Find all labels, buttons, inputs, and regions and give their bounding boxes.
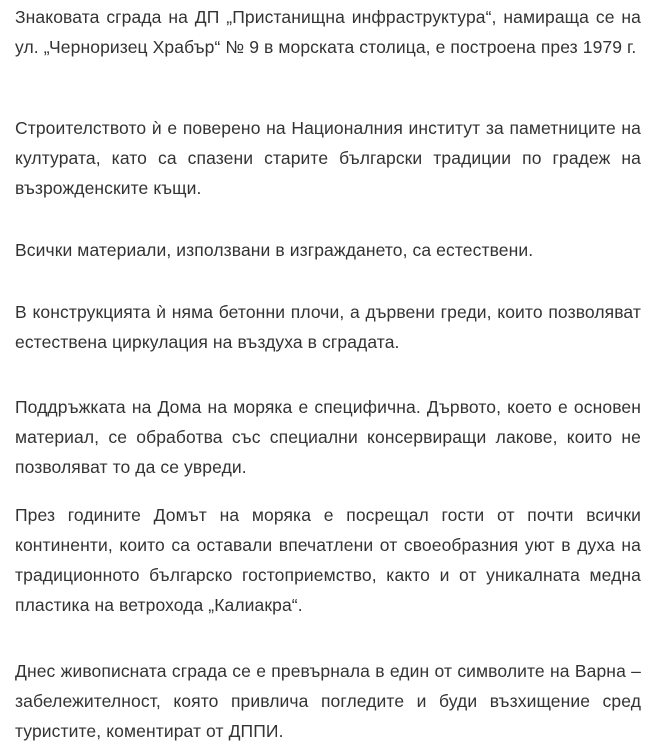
paragraph-materials: Всички материали, използвани в изграждането, са естествени. (15, 240, 534, 260)
paragraph-construction: Строителството ѝ е поверено на Националния институт за паметниците на културата, като са спазени старите български традиции по градеж на възрожденските къщи. (15, 118, 641, 198)
paragraph-building-intro: Знаковата сграда на ДП „Пристанищна инфраструктура“, намираща се на ул. „Черноризец Храбър“ № 9 в морската столица, е построена през 1979 г. (15, 7, 641, 57)
paragraph-structure: В конструкцията ѝ няма бетонни плочи, а дървени греди, които позволяват естествена циркулация на въздуха в сградата. (15, 302, 641, 352)
paragraph-maintenance: Поддръжката на Дома на моряка е специфична. Дървото, което е основен материал, се обработва със специални консервиращи лакове, които не позволяват то да се увреди. (15, 397, 641, 477)
paragraph-symbol-of-varna: Днес живописната сграда се е превърнала в един от символите на Варна – забележителност, която привлича погледите и буди възхищение сред туристите, коментират от ДППИ. (15, 661, 641, 741)
paragraph-guests: През годините Домът на моряка е посрещал гости от почти всички континенти, които са оставали впечатлени от своеобразния уют в духа на традиционното българско гостоприемство, както и от уникалната медна пластика на ветрохода „Калиакра“. (15, 505, 641, 615)
